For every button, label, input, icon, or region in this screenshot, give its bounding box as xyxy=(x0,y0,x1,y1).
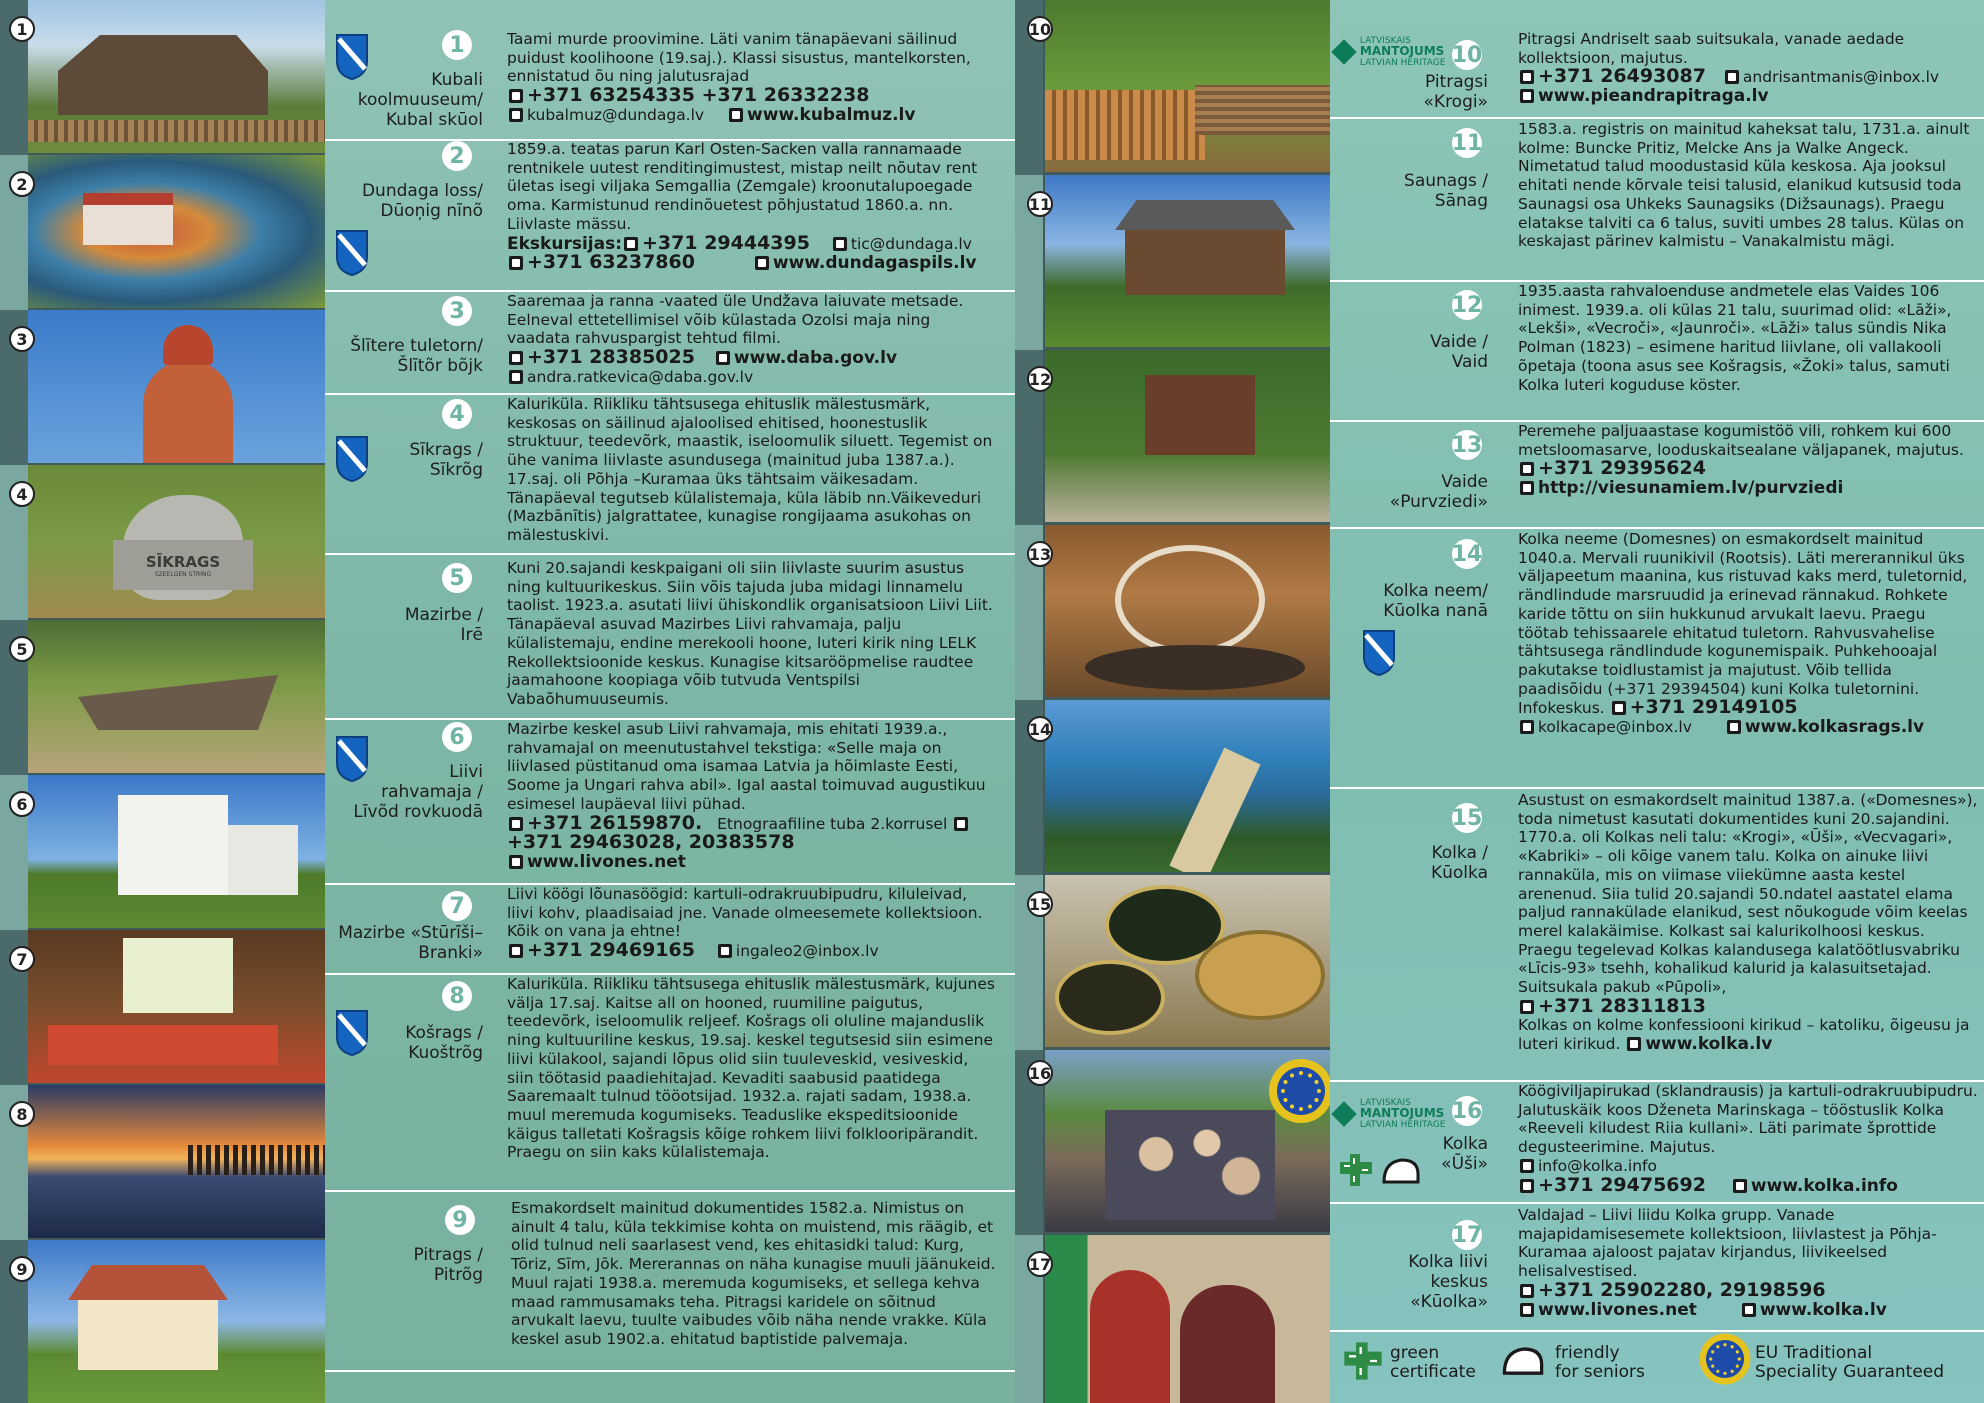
entry-web[interactable]: www.livones.net xyxy=(527,851,686,872)
green-certificate-icon xyxy=(1342,1340,1384,1382)
heritage-line3: LATVIAN HERITAGE xyxy=(1359,1120,1446,1130)
entry-dundaga xyxy=(325,141,1015,291)
web-icon xyxy=(1727,720,1741,734)
entry-web[interactable]: http://viesunamiem.lv/purvziedi xyxy=(1538,478,1844,499)
photo-church xyxy=(28,1240,325,1403)
entry-sturisi xyxy=(325,885,1015,970)
entry-number: 13 xyxy=(1452,430,1482,460)
entry-number: 10 xyxy=(1452,40,1482,70)
right-photo-column xyxy=(1015,0,1330,1403)
entry-text: Valdajad – Liivi liidu Kolka grupp. Vanade majapidamisesemete kollektsioon, liivlastest ja Põhja-Kuramaa ajaloost pajatav kirjandus, liivikeelsed helisalvestised. xyxy=(1518,1206,1937,1281)
entry-body: 1583.a. registris on mainitud kaheksat talu, 1731.a. ainult kolme: Buncke Pritiz, Melcke Ans ja Walke Angeck. Nimetatud talud moodustasid küla keskosa. Aja jooksul ehitati nende kõrvale teisi talusid, elanikud kutsusid toda Saunagsi osa Uhkeks Saunagsiks (Dižsaunags). Praegu elatakse talviti ca 6 talus, suviti umbes 28 talus. Külas on keskajast pärinev kalmistu – Vanakalmistu mägi. xyxy=(1518,120,1970,251)
right-text-column xyxy=(1330,0,1984,1403)
entry-email[interactable]: andra.ratkevica@daba.gov.lv xyxy=(527,367,754,386)
phone-icon xyxy=(624,237,638,251)
web-icon xyxy=(1520,1303,1534,1317)
entry-body xyxy=(1518,422,1978,498)
diamond-icon xyxy=(1331,39,1356,64)
entry-title: Pitragsi «Krogi» xyxy=(1423,72,1488,112)
entry-title: Kolka liivi keskus «Kūolka» xyxy=(1408,1252,1488,1312)
left-photo-column xyxy=(0,0,325,1403)
photo-saunags xyxy=(1045,175,1330,347)
entry-title: Vaide «Purvziedi» xyxy=(1389,472,1488,512)
photo-dining xyxy=(28,930,325,1083)
entry-body: Kuni 20.sajandi keskpaigani oli siin liivlaste suurim asustus ning kultuurikeskus. Siin võis tajuda juba midagi linnamelu taolist. 1923.a. asutati liivi ühiskondlik organisatsioon Liivi Liit. Tänapäeval asuvad Mazirbes Liivi rahvamaja, palju külalistemaju, endine merekooli hoone, luteri kirik ning LELK Rekollektsioonide keskus. Kunagise kitsarööpmelise raudtee jaamahoone koopiaga võib tutvuda Ventspilsi Vabaõhumuuseumis. xyxy=(507,559,993,708)
photo-sunset xyxy=(28,1085,325,1238)
house-shape xyxy=(1125,225,1285,295)
photo-number: 13 xyxy=(1027,541,1053,567)
fence-shape xyxy=(28,120,325,142)
entry-phones: +371 29395624 xyxy=(1538,457,1706,480)
entry-body: Esmakordselt mainitud dokumentides 1582.a. Nimistus on ainult 4 talu, küla tekkimise kohta on muistend, mis räägib, et olid tulnud neli saarlasest vend, kes ehitasidki talud: Kurg, Tõriz, Sīm, Jōk. Mererannas on näha kunagise muuli jäänukeid. Muul rajati 1938.a. meremuda kogumiseks, et sellega kehva maad rammusamaks teha. Pitragsi karidele on sõitnud arvukalt laevu, tuulte vaibudes võib näha nende vrakke. Küla keskel asub 1902.a. ehitatud baptistide palvemaja. xyxy=(511,1199,996,1348)
entry-text: Peremehe paljuaastase kogumistöö vili, rohkem kui 600 metsloomasarve, looduskaitsealane väljapanek, majutus. xyxy=(1518,422,1964,459)
entry-body xyxy=(507,292,997,387)
entry-number: 11 xyxy=(1452,128,1482,158)
entry-sikrags xyxy=(325,395,1015,550)
entry-liv-people-house xyxy=(325,720,1015,880)
entry-phones: +371 26493087 xyxy=(1538,65,1706,88)
divider xyxy=(325,1190,1015,1192)
entry-saunags xyxy=(1330,119,1984,279)
entry-number: 9 xyxy=(445,1205,475,1235)
entry-web[interactable]: www.kolkasrags.lv xyxy=(1744,717,1925,738)
entry-text: Taami murde proovimine. Läti vanim tänapäevani säilinud puidust koolihoone (19.saj.). Klassi sisustus, mantelkorsten, ennistatud õu ning jalutusrajad xyxy=(507,30,971,86)
photo-stone xyxy=(28,465,325,618)
photo-cape xyxy=(1045,700,1330,872)
seniors-friendly-icon xyxy=(1500,1340,1546,1380)
entry-title: Saunags / Sānag xyxy=(1404,171,1488,211)
lighthouse-tower xyxy=(143,360,233,463)
entry-kubali xyxy=(325,0,1015,130)
phone-icon xyxy=(1520,70,1534,84)
entry-phones: +371 29444395 xyxy=(642,231,810,254)
entry-web[interactable]: www.pieandrapitraga.lv xyxy=(1538,86,1769,107)
photo-number: 15 xyxy=(1027,891,1053,917)
entry-number: 2 xyxy=(442,141,472,171)
web-icon xyxy=(509,855,523,869)
legend-seniors: friendly for seniors xyxy=(1555,1343,1645,1382)
shield-icon xyxy=(1362,629,1396,677)
entry-extra: Etnograafiline tuba 2.korrusel xyxy=(717,814,948,833)
lighthouse-lantern xyxy=(163,325,213,365)
photo-number: 9 xyxy=(9,1256,35,1282)
photo-vaide xyxy=(1045,350,1330,522)
photo-number: 11 xyxy=(1027,191,1053,217)
photo-number: 14 xyxy=(1027,716,1053,742)
phone-icon xyxy=(509,256,523,270)
photo-number: 17 xyxy=(1027,1251,1053,1277)
web-icon xyxy=(1627,1037,1641,1051)
entry-web[interactable]: www.dundagaspils.lv xyxy=(772,253,977,274)
house-shape xyxy=(1145,375,1255,455)
entry-number: 17 xyxy=(1452,1220,1482,1250)
phone-icon xyxy=(954,817,968,831)
entry-body xyxy=(507,885,997,961)
photo-number: 12 xyxy=(1027,366,1053,392)
stone-plate xyxy=(113,540,253,590)
wattle-shape xyxy=(1195,85,1330,135)
entry-body: Kaluriküla. Riikliku tähtsusega ehituslik mälestusmärk, kujunes välja 17.saj. Kaitse all on hooned, ruumiline paigutus, teedevõrk, iseloomulik reljeef. Košrags oli oluline majanduslik ning kultuuriline keskus, 19.saj. keskel tegutsesid siin esimene liivi külakool, sajandi lõpus olid siin tuuleveskid, vesiveskid, siin töötasid paadiehitajad. Kevaditi saabusid paatidega Saaremaalt tulnud tööotsijad. 1932.a. rajati sadam, 1938.a. muul meremuda kogumiseks. Teaduslike ekspeditsioonide käigus talletati Košragsis kõige rohkem liivi folklooripärandit. Praegu on siin kaks külalistemaja. xyxy=(507,975,995,1162)
photo-number: 8 xyxy=(9,1101,35,1127)
house-white xyxy=(118,795,228,895)
house-wing xyxy=(228,825,298,895)
legend-eu-tsg: EU Traditional Speciality Guaranteed xyxy=(1755,1343,1945,1382)
eu-tsg-seal-icon xyxy=(1698,1332,1752,1386)
entry-email[interactable]: kubalmuz@dundaga.lv xyxy=(527,105,705,124)
entry-body xyxy=(1518,530,1978,737)
entry-body xyxy=(1518,1206,1978,1319)
person-shape xyxy=(1090,1270,1170,1403)
eu-tsg-seal-icon xyxy=(1267,1057,1335,1125)
web-icon xyxy=(1742,1303,1756,1317)
entry-text: Asustust on esmakordselt mainitud 1387.a. («Domesnes»), toda nimetust kasutati dokumentides kuni 20.sajandini. 1770.a. oli Kolkas neli talu: «Krogi», «Ūši», «Vecvagari», «Kabriki» – oli kõige vanem talu. Kolka on ainuke liivi rannaküla, mis on viimase viiekümne aasta kestel arenenud. Siia tulid 20.sajandi 50.ndatel aastatel elama paljud rannakülade elanikud, sest nõukogude võim keelas merel kalakäimise. Kolkast sai kalurikolhoosi keskus. Praegu tegelevad Kolkas kalandusega kalatöötlusvabriku «Līcis-93» tsehh, kohalikud kalurid ja kalasuitsetajad. Suitsukala pakub «Pūpoli», xyxy=(1518,791,1978,997)
entry-title: Mazirbe / Irē xyxy=(404,605,483,645)
entry-body xyxy=(507,720,997,872)
entry-number: 3 xyxy=(442,296,472,326)
entry-number: 12 xyxy=(1452,290,1482,320)
entry-number: 16 xyxy=(1452,1096,1482,1126)
entry-number: 7 xyxy=(442,891,472,921)
castle-shape xyxy=(83,200,173,245)
entry-kolka xyxy=(1330,789,1984,1079)
entry-title: Kolka / Kūolka xyxy=(1430,843,1488,883)
heritage-line2: MANTOJUMS xyxy=(1359,44,1445,58)
entry-phone2: +371 63237860 xyxy=(527,251,695,274)
entry-number: 1 xyxy=(442,30,472,60)
entry-phones: +371 29149105 xyxy=(1629,696,1798,719)
heritage-logo xyxy=(1335,36,1445,68)
entry-title: Košrags / Kuoštrõg xyxy=(405,1023,483,1063)
entry-phones: +371 28385025 xyxy=(527,346,695,369)
entry-email[interactable]: andrisantmanis@inbox.lv xyxy=(1742,68,1940,87)
entry-phones: +371 28311813 xyxy=(1538,994,1706,1017)
photo-number: 3 xyxy=(9,326,35,352)
entry-body xyxy=(1518,30,1978,106)
diamond-icon xyxy=(1331,1101,1356,1126)
entry-title: Vaide / Vaid xyxy=(1430,332,1488,372)
heritage-line3: LATVIAN HERITAGE xyxy=(1359,58,1446,68)
entry-slitere xyxy=(325,292,1015,390)
photo-number: 16 xyxy=(1027,1060,1053,1086)
divider xyxy=(1330,1330,1984,1332)
entry-number: 14 xyxy=(1452,539,1482,569)
castle-roof xyxy=(83,193,173,205)
phone-icon xyxy=(1520,1284,1534,1298)
heritage-logo xyxy=(1335,1098,1445,1130)
entry-number: 6 xyxy=(442,722,472,752)
email-icon xyxy=(718,944,732,958)
entry-mazirbe xyxy=(325,555,1015,715)
heritage-line1: LATVISKAIS xyxy=(1359,1098,1411,1108)
entry-phones: +371 29469165 xyxy=(527,939,695,962)
photo-number: 4 xyxy=(9,481,35,507)
people-shape xyxy=(1105,1110,1275,1220)
photo-liv-center xyxy=(1045,1235,1330,1403)
entry-body xyxy=(507,30,997,125)
phone-icon xyxy=(509,817,523,831)
photo-krogi xyxy=(1045,0,1330,172)
phone-icon xyxy=(509,89,523,103)
entry-liv-center xyxy=(1330,1204,1984,1329)
email-icon xyxy=(509,108,523,122)
roof-shape xyxy=(1115,200,1295,230)
entry-number: 4 xyxy=(442,399,472,429)
stone-subtext: SZEELGEN STRING xyxy=(154,570,212,578)
entry-title: Kolka «Ūši» xyxy=(1441,1134,1488,1174)
house-shape xyxy=(58,35,268,115)
entry-kolka-usi xyxy=(1330,1082,1984,1200)
entry-kosrags xyxy=(325,975,1015,1190)
entry-email[interactable]: ingaleo2@inbox.lv xyxy=(735,942,879,961)
church-roof xyxy=(68,1265,228,1300)
entry-label: Ekskursijas: xyxy=(507,233,622,254)
entry-number: 15 xyxy=(1452,803,1482,833)
photo-number: 7 xyxy=(9,946,35,972)
entry-title: Liivi rahvamaja / Līvõd rovkuodā xyxy=(353,762,483,822)
photo-castle xyxy=(28,155,325,308)
phone-icon xyxy=(1520,1179,1534,1193)
entry-extra: Kolkas on kolme konfessiooni kirikud – katoliku, õigeusu ja luteri kirikud. xyxy=(1518,1016,1970,1054)
web-icon xyxy=(716,351,730,365)
pier-shape xyxy=(188,1145,325,1175)
web-icon xyxy=(1520,481,1534,495)
entry-text: Saaremaa ja ranna -vaated üle Undžava laiuvate metsade. Eelneval ettetellimisel võib külastada Ozolsi maja ning vaadata rahvuspargist tehtud filmi. xyxy=(507,292,964,348)
person-shape xyxy=(1180,1285,1275,1403)
divider xyxy=(325,1370,1015,1372)
web-icon xyxy=(729,108,743,122)
web-icon xyxy=(1520,89,1534,103)
entry-web2[interactable]: www.kolka.lv xyxy=(1759,1299,1887,1320)
photo-number: 5 xyxy=(9,636,35,662)
tin-shape xyxy=(1195,930,1325,1020)
entry-web[interactable]: www.livones.net xyxy=(1538,1299,1697,1320)
entry-phones: +371 63254335 +371 26332238 xyxy=(527,84,870,107)
entry-purvziedi xyxy=(1330,422,1984,522)
photo-antlers xyxy=(1045,525,1330,697)
photo-sprats xyxy=(1045,875,1330,1047)
entry-body xyxy=(1518,791,1978,1054)
entry-body: Kaluriküla. Riikliku tähtsusega ehituslik mälestusmärk, keskosas on säilinud ajaloolised ehitised, hoonestuslik struktuur, teedevõrk, maastik, iseloomulik siluett. Tegemist on ühe vanima liivlaste asundusega (mainitud juba 1387.a.). 17.saj. oli Põhja –Kuramaa üks tähtsaim väikesadam. Tänapäeval tegutseb külalistemaja, küla läbib nn.Väikeveduri (Mazbānītis) jalgrattatee, kunagise rongijaama asukohas on mälestuskivi. xyxy=(507,395,993,544)
entry-email[interactable]: tic@dundaga.lv xyxy=(850,234,972,253)
entry-text: Pitragsi Andriselt saab suitsukala, vanade aedade kollektsioon, majutus. xyxy=(1518,30,1905,67)
entry-web[interactable]: www.kolka.lv xyxy=(1645,1034,1773,1055)
heritage-line1: LATVISKAIS xyxy=(1359,36,1411,46)
boat-shape xyxy=(78,675,278,730)
rug-shape xyxy=(1085,645,1305,690)
entry-phone2: +371 29463028, 20383578 xyxy=(507,831,795,854)
email-icon xyxy=(833,237,847,251)
photo-number: 2 xyxy=(9,171,35,197)
entry-title: Kolka neem/ Kūolka nanā xyxy=(1383,581,1488,621)
shield-icon xyxy=(335,229,369,277)
entry-web[interactable]: www.kubalmuz.lv xyxy=(747,104,916,125)
phone-icon xyxy=(1520,1000,1534,1014)
entry-title: Sīkrags / Sīkrõg xyxy=(409,440,483,480)
entry-text: 1859.a. teatas parun Karl Osten-Sacken valla rannamaade rentnikele uutest renditingimustest, mistap neilt nõutav rent ületas isegi viljaka Semgallia (Zemgale) kroonutalupoegade oma. Karmistunud rendinõuetest põhjustatud 1860.a. nn. Liivlaste mässu. xyxy=(507,140,978,233)
photo-number: 1 xyxy=(9,16,35,42)
entry-title: Šlītere tuletorn/ Šlītõr bõjk xyxy=(350,336,483,376)
entry-title: Dundaga loss/ Dūoņig nīnõ xyxy=(361,181,483,221)
tin-shape xyxy=(1055,960,1165,1035)
entry-web[interactable]: www.daba.gov.lv xyxy=(733,348,898,369)
entry-body xyxy=(1518,1082,1978,1195)
entry-text: Liivi köögi lõunasöögid: kartuli-odrakruubipudru, kiluleivad, liivi kohv, plaadisaiad jne. Vanade olmeesemete kollektsioon. Kõik on vana ja ehtne! xyxy=(507,885,983,941)
left-text-column xyxy=(325,0,1015,1403)
photo-number: 10 xyxy=(1027,16,1053,42)
photo-liv-house xyxy=(28,775,325,928)
stone-text: SĪKRAGS xyxy=(145,552,221,571)
entry-kolka-cape xyxy=(1330,529,1984,784)
phone-icon xyxy=(509,351,523,365)
photo-lighthouse xyxy=(28,310,325,463)
table-shape xyxy=(48,1025,278,1065)
email-icon xyxy=(1520,720,1534,734)
antler-shape xyxy=(1115,545,1265,655)
entry-vaide xyxy=(1330,282,1984,417)
email-icon xyxy=(1725,70,1739,84)
entry-title: Mazirbe «Stūrīši– Branki» xyxy=(338,923,483,963)
phone-icon xyxy=(1612,701,1626,715)
entry-body xyxy=(507,140,997,273)
entry-phones: +371 29475692 xyxy=(1538,1173,1706,1196)
entry-number: 8 xyxy=(442,981,472,1011)
web-icon xyxy=(1733,1179,1747,1193)
heritage-line2: MANTOJUMS xyxy=(1359,1106,1445,1120)
entry-text: Köögiviljapirukad (sklandrausis) ja kartuli-odrakruubipudru. Jalutuskäik koos Dženeta Marinskaga – tööstuslik Kolka «Reeveli kiludest Riia kullani». Läti parimate šprottide degusteerimine. Majutus. xyxy=(1518,1082,1978,1157)
photo-boat xyxy=(28,620,325,773)
entry-title: Kubali koolmuuseum/ Kubal skūol xyxy=(357,70,483,130)
entry-title: Pitrags / Pitrõg xyxy=(413,1245,483,1285)
entry-email[interactable]: info@kolka.info xyxy=(1538,1156,1657,1175)
photo-number: 6 xyxy=(9,791,35,817)
entry-phones: +371 25902280, 29198596 xyxy=(1538,1278,1826,1301)
entry-email[interactable]: kolkacape@inbox.lv xyxy=(1538,718,1692,737)
church-walls xyxy=(78,1295,218,1370)
entry-phones: +371 26159870. xyxy=(527,811,703,834)
photo-school-museum xyxy=(28,0,325,153)
entry-text: Mazirbe keskel asub Liivi rahvamaja, mis ehitati 1939.a., rahvamajal on meenutustahvel tekstiga: «Selle maja on liivlased püstitanud oma isamaa Latvia ja hõimlaste Eesti, Soome ja Ungari rahva abil». Igal aastal toimuvad augustikuu esimesel laupäeval liivi pühad. xyxy=(507,720,986,813)
entry-text: Kolka neeme (Domesnes) on esmakordselt mainitud 1040.a. Mervali ruunikivil (Rootsis). Läti mererannikul üks väljapeetum maanina, kus ristuvad kaks merd, tuletornid, rändlindude marsruudid ja erinevad rännakud. Rohkete karide tõttu on siin hukkunud arvukalt laevu. Praegu töötab tehissaarele ehitatud tuletorn. Rahvusvahelise tähtsusega rändlindude kogunemispaik. Puhkehooajal pakutakse toidlustamist ja majutust. Võib tellida paadisõidu (+371 29394504) kuni Kolka tuletornini. Infokeskus. xyxy=(1518,530,1968,718)
email-icon xyxy=(1520,1159,1534,1173)
email-icon xyxy=(509,370,523,384)
fence-shape xyxy=(1045,90,1205,160)
entry-pitrags-krogi xyxy=(1330,0,1984,115)
sandbar-shape xyxy=(1169,748,1260,872)
phone-icon xyxy=(509,944,523,958)
legend-green-certificate: green certificate xyxy=(1390,1343,1476,1382)
phone-icon xyxy=(1520,462,1534,476)
window-shape xyxy=(123,938,233,1013)
entry-body: 1935.aasta rahvaloenduse andmetele elas Vaides 106 inimest. 1939.a. oli külas 21 talu, suurimad olid: «Lāži», «Lekši», «Vecroči», «Jaunroči». «Lāži» talus sündis Nika Polman (1823) – esimene haritud liivlane, oli vallakooli õpetaja (toona asus see Košragsis, «Žoki» talus, samuti Kolka luteri koguduse köster. xyxy=(1518,282,1952,394)
entry-web[interactable]: www.kolka.info xyxy=(1750,1175,1898,1196)
web-icon xyxy=(755,256,769,270)
entry-number: 5 xyxy=(442,563,472,593)
